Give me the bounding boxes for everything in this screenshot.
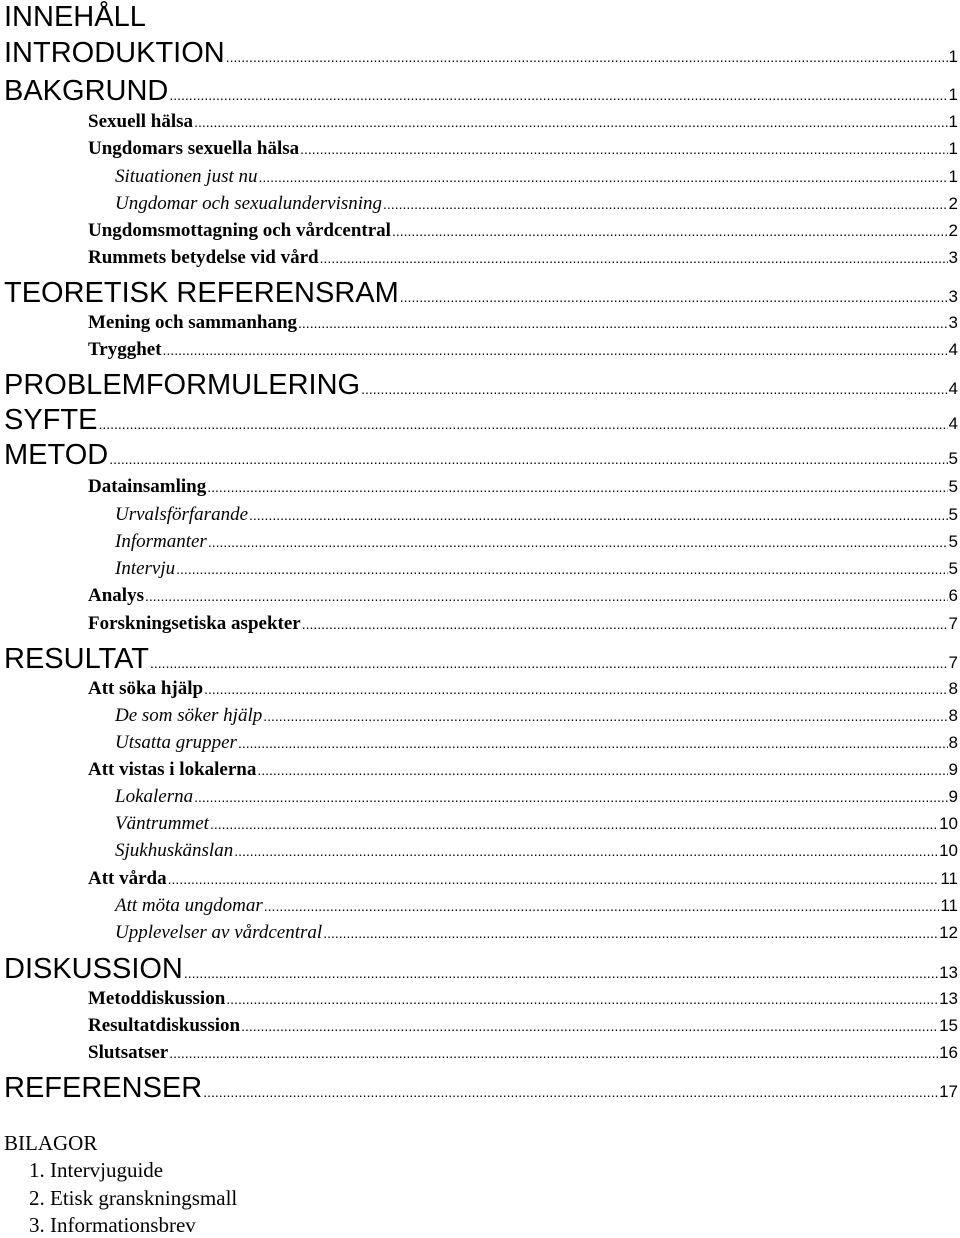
toc-entry-title: BAKGRUND <box>4 75 169 107</box>
toc-dot-leader <box>210 811 938 837</box>
bilaga-item: 2. Etisk granskningsmall <box>29 1186 238 1210</box>
toc-entry-title: Analys <box>88 585 144 606</box>
toc-dot-leader <box>238 730 948 756</box>
toc-dot-leader <box>226 40 948 74</box>
toc-entry-title: Situationen just nu <box>115 166 258 187</box>
toc-page-number: 5 <box>948 477 958 496</box>
toc-dot-leader <box>163 337 948 363</box>
toc-entry-title: METOD <box>4 439 109 471</box>
toc-entry-title: Trygghet <box>88 339 162 360</box>
toc-dot-leader <box>169 1040 938 1066</box>
toc-dot-leader <box>145 583 948 609</box>
toc-dot-leader <box>249 502 948 528</box>
toc-page-number: 1 <box>948 85 958 104</box>
toc-entry-title: Slutsatser <box>88 1042 169 1063</box>
toc-entry[interactable] <box>115 920 958 946</box>
toc-page-number: 8 <box>948 706 958 725</box>
toc-entry[interactable] <box>115 502 958 528</box>
toc-entry-title: Att söka hjälp <box>88 678 204 699</box>
toc-entry-title: Utsatta grupper <box>115 732 237 753</box>
toc-entry-title: PROBLEMFORMULERING <box>4 369 361 401</box>
bilaga-item: 3. Informationsbrev <box>29 1213 196 1237</box>
toc-page-number: 5 <box>948 532 958 551</box>
toc-entry[interactable] <box>115 703 958 729</box>
toc-entry-title: REFERENSER <box>4 1072 203 1104</box>
toc-entry[interactable] <box>88 109 958 135</box>
toc-page-number: 1 <box>948 139 958 158</box>
toc-dot-leader <box>302 611 948 637</box>
toc-page-number: 13 <box>939 989 958 1008</box>
toc-entry[interactable] <box>4 276 958 310</box>
toc-entry[interactable] <box>115 529 958 555</box>
toc-entry-title: Sexuell hälsa <box>88 111 194 132</box>
toc-entry-title: De som söker hjälp <box>115 705 263 726</box>
toc-entry[interactable] <box>4 952 958 986</box>
toc-page-number: 9 <box>948 787 958 806</box>
toc-dot-leader <box>194 784 947 810</box>
toc-entry[interactable] <box>88 757 958 783</box>
toc-page-number: 3 <box>948 287 958 306</box>
toc-dot-leader <box>184 956 938 990</box>
toc-entry[interactable] <box>88 310 958 336</box>
toc-page-number: 1 <box>948 167 958 186</box>
toc-entry-title: Upplevelser av vårdcentral <box>115 922 323 943</box>
toc-page-number: 9 <box>948 760 958 779</box>
toc-entry[interactable] <box>4 438 958 472</box>
toc-entry[interactable] <box>88 474 958 500</box>
toc-entry[interactable] <box>115 164 958 190</box>
toc-dot-leader <box>169 78 947 112</box>
toc-dot-leader <box>259 164 948 190</box>
toc-entry[interactable] <box>115 838 958 864</box>
toc-entry-title: Lokalerna <box>115 786 194 807</box>
toc-entry[interactable] <box>4 1071 958 1105</box>
toc-entry-title: SYFTE <box>4 404 98 436</box>
toc-entry[interactable] <box>115 784 958 810</box>
toc-dot-leader <box>204 676 947 702</box>
toc-dot-leader <box>109 442 947 476</box>
toc-entry-title: Resultatdiskussion <box>88 1015 241 1036</box>
toc-entry[interactable] <box>4 36 958 70</box>
toc-entry[interactable] <box>115 811 958 837</box>
toc-entry-title: Intervju <box>115 558 176 579</box>
toc-page-number: 2 <box>948 221 958 240</box>
toc-page-number: 16 <box>939 1043 958 1062</box>
toc-entry[interactable] <box>115 191 958 217</box>
toc-page-number: 1 <box>948 47 958 66</box>
toc-page-number: 17 <box>939 1082 958 1101</box>
toc-dot-leader <box>263 703 947 729</box>
toc-page-number: 6 <box>948 586 958 605</box>
toc-entry[interactable] <box>88 866 958 892</box>
toc-entry-title: DISKUSSION <box>4 953 183 985</box>
page-title: INNEHÅLL <box>4 1 146 33</box>
toc-entry[interactable] <box>4 74 958 108</box>
toc-page-number: 7 <box>948 653 958 672</box>
toc-entry[interactable] <box>88 136 958 162</box>
toc-page-number: 5 <box>948 505 958 524</box>
toc-entry[interactable] <box>88 583 958 609</box>
toc-page-number: 10 <box>939 814 958 833</box>
toc-dot-leader <box>257 757 947 783</box>
toc-entry-title: Ungdomsmottagning och vårdcentral <box>88 220 391 241</box>
toc-entry[interactable] <box>4 642 958 676</box>
toc-entry-title: TEORETISK REFERENSRAM <box>4 277 399 309</box>
toc-entry-title: RESULTAT <box>4 643 150 675</box>
toc-dot-leader <box>392 218 948 244</box>
toc-page-number: 8 <box>948 679 958 698</box>
toc-entry-title: Ungdomar och sexualundervisning <box>115 193 383 214</box>
toc-dot-leader <box>176 556 947 582</box>
toc-dot-leader <box>298 310 948 336</box>
toc-entry-title: Ungdomars sexuella hälsa <box>88 138 300 159</box>
toc-entry-title: Urvalsförfarande <box>115 504 248 525</box>
toc-dot-leader <box>234 838 938 864</box>
toc-dot-leader <box>320 245 948 271</box>
toc-dot-leader <box>208 529 948 555</box>
toc-page-number: 11 <box>940 869 958 888</box>
toc-dot-leader <box>264 893 940 919</box>
toc-page-number: 10 <box>939 841 958 860</box>
toc-entry-title: Informanter <box>115 531 207 552</box>
toc-entry[interactable] <box>88 1040 958 1066</box>
toc-entry[interactable] <box>4 368 958 402</box>
toc-entry-title: Rummets betydelse vid vård <box>88 247 319 268</box>
toc-dot-leader <box>226 986 938 1012</box>
toc-dot-leader <box>361 372 947 406</box>
toc-page-number: 12 <box>939 923 958 942</box>
toc-dot-leader <box>194 109 947 135</box>
toc-entry[interactable] <box>88 337 958 363</box>
toc-page-number: 4 <box>948 340 958 359</box>
toc-entry-title: Forskningsetiska aspekter <box>88 613 301 634</box>
toc-dot-leader <box>168 866 940 892</box>
toc-page-number: 4 <box>948 379 958 398</box>
toc-dot-leader <box>383 191 948 217</box>
toc-page-number: 5 <box>948 559 958 578</box>
toc-page-number: 2 <box>948 194 958 213</box>
toc-entry-title: Att möta ungdomar <box>115 895 263 916</box>
toc-entry-title: Datainsamling <box>88 476 207 497</box>
toc-entry[interactable] <box>4 403 958 437</box>
toc-page-number: 7 <box>948 614 958 633</box>
toc-page-number: 13 <box>939 963 958 982</box>
toc-entry[interactable] <box>88 1013 958 1039</box>
toc-dot-leader <box>150 646 948 680</box>
toc-page-number: 3 <box>948 313 958 332</box>
toc-dot-leader <box>241 1013 938 1039</box>
toc-entry-title: Mening och sammanhang <box>88 312 298 333</box>
toc-entry[interactable] <box>88 245 958 271</box>
toc-dot-leader <box>207 474 947 500</box>
toc-entry[interactable] <box>88 676 958 702</box>
toc-entry-title: Att vistas i lokalerna <box>88 759 257 780</box>
toc-page-number: 8 <box>948 733 958 752</box>
toc-entry[interactable] <box>88 611 958 637</box>
toc-dot-leader <box>300 136 947 162</box>
toc-entry[interactable] <box>88 218 958 244</box>
toc-page-number: 1 <box>948 112 958 131</box>
toc-dot-leader <box>400 280 948 314</box>
toc-entry[interactable] <box>115 730 958 756</box>
toc-dot-leader <box>98 407 947 441</box>
toc-page-number: 4 <box>948 414 958 433</box>
toc-page-number: 11 <box>940 896 958 915</box>
toc-dot-leader <box>323 920 938 946</box>
bilaga-item: 1. Intervjuguide <box>29 1158 164 1182</box>
toc-entry-title: Att vårda <box>88 868 167 889</box>
toc-entry-title: Sjukhuskänslan <box>115 840 234 861</box>
toc-page-number: 5 <box>948 449 958 468</box>
toc-entry[interactable] <box>115 556 958 582</box>
toc-entry[interactable] <box>88 986 958 1012</box>
toc-entry-title: INTRODUKTION <box>4 37 225 69</box>
toc-dot-leader <box>203 1075 938 1109</box>
toc-entry[interactable] <box>115 893 958 919</box>
toc-page-number: 15 <box>939 1016 958 1035</box>
bilagor-heading: BILAGOR <box>4 1131 98 1155</box>
toc-entry-title: Metoddiskussion <box>88 988 226 1009</box>
toc-entry-title: Väntrummet <box>115 813 209 834</box>
toc-page-number: 3 <box>948 248 958 267</box>
